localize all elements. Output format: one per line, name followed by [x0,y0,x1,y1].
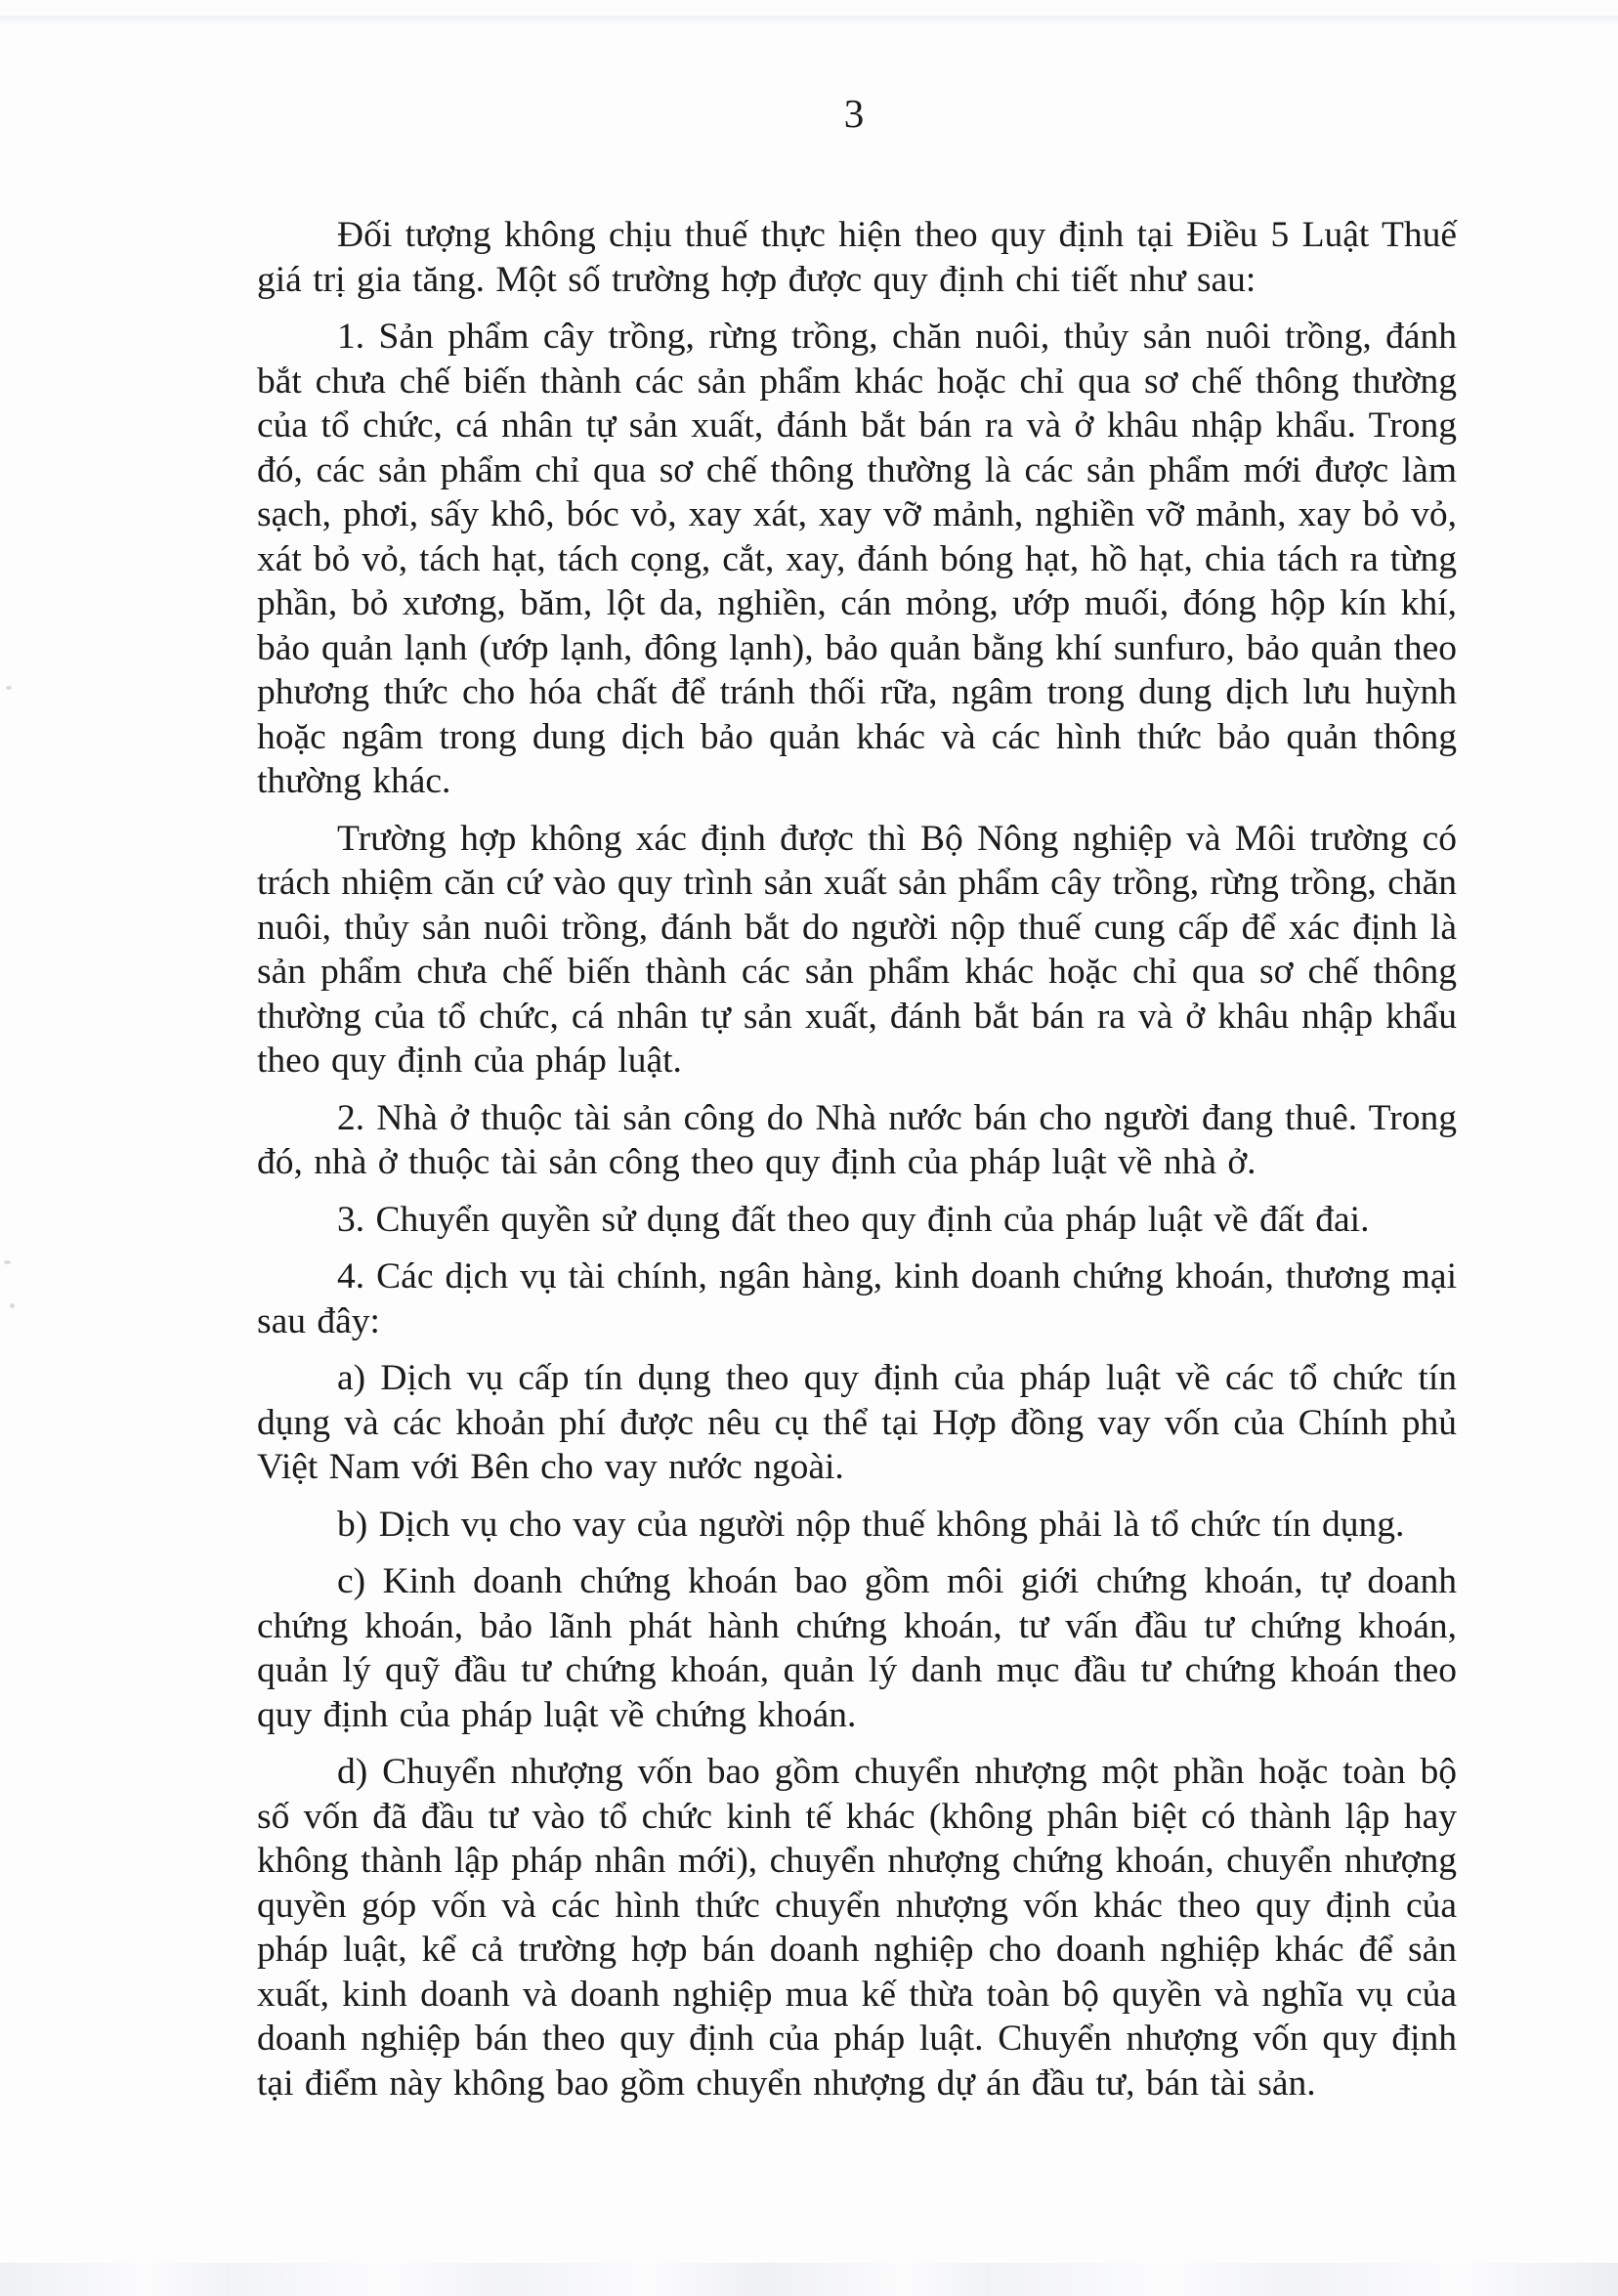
paragraph-item-3: 3. Chuyển quyền sử dụng đất theo quy định của pháp luật về đất đai. [337,1199,1370,1240]
paragraph-item-4: 4. Các dịch vụ tài chính, ngân hàng, kinh doanh chứng khoán, thương mại sau đây: [257,1256,1457,1341]
scan-artifact-speck [10,1303,15,1308]
paragraph-point-b: b) Dịch vụ cho vay của người nộp thuế không phải là tổ chức tín dụng. [337,1504,1405,1545]
paragraph-intro: Đối tượng không chịu thuế thực hiện theo quy định tại Điều 5 Luật Thuế giá trị gia tăng. Một số trường hợp được quy định chi tiết như sau: [257,215,1457,300]
scan-artifact-speck [6,686,12,690]
paragraph-item-1: 1. Sản phẩm cây trồng, rừng trồng, chăn nuôi, thủy sản nuôi trồng, đánh bắt chưa chế biến thành các sản phẩm khác hoặc chỉ qua sơ chế thông thường của tổ chức, cá nhân tự sản xuất, đánh bắt bán ra và ở khâu nhập khẩu. Trong đó, các sản phẩm chỉ qua sơ chế thông thường là các sản phẩm mới được làm sạch, phơi, sấy khô, bóc vỏ, xay xát, xay vỡ mảnh, nghiền vỡ mảnh, xay bỏ vỏ, xát bỏ vỏ, tách hạt, tách cọng, cắt, xay, đánh bóng hạt, hồ hạt, chia tách ra từng phần, bỏ xương, băm, lột da, nghiền, cán mỏng, ướp muối, đóng hộp kín khí, bảo quản lạnh (ướp lạnh, đông lạnh), bảo quản bằng khí sunfuro, bảo quản theo phương thức cho hóa chất để tránh thối rữa, ngâm trong dung dịch lưu huỳnh hoặc ngâm trong dung dịch bảo quản khác và các hình thức bảo quản thông thường khác. [257,317,1457,801]
document-body [257,213,1457,2118]
paragraph-item-1-supplement: Trường hợp không xác định được thì Bộ Nông nghiệp và Môi trường có trách nhiệm căn cứ vào quy trình sản xuất sản phẩm cây trồng, rừng trồng, chăn nuôi, thủy sản nuôi trồng, đánh bắt do người nộp thuế cung cấp để xác định là sản phẩm chưa chế biến thành các sản phẩm khác hoặc chỉ qua sơ chế thông thường của tổ chức, cá nhân tự sản xuất, đánh bắt bán ra và ở khâu nhập khẩu theo quy định của pháp luật. [257,818,1457,1081]
paragraph-point-d: d) Chuyển nhượng vốn bao gồm chuyển nhượng một phần hoặc toàn bộ số vốn đã đầu tư vào tổ chức kinh tế khác (không phân biệt có thành lập hay không thành lập pháp nhân mới), chuyển nhượng chứng khoán, chuyển nhượng quyền góp vốn và các hình thức chuyển nhượng vốn khác theo quy định của pháp luật, kể cả trường hợp bán doanh nghiệp cho doanh nghiệp khác để sản xuất, kinh doanh và doanh nghiệp mua kế thừa toàn bộ quyền và nghĩa vụ của doanh nghiệp bán theo quy định của pháp luật. Chuyển nhượng vốn quy định tại điểm này không bao gồm chuyển nhượng dự án đầu tư, bán tài sản. [257,1752,1457,2104]
paragraph-item-2: 2. Nhà ở thuộc tài sản công do Nhà nước bán cho người đang thuê. Trong đó, nhà ở thuộc tài sản công theo quy định của pháp luật về nhà ở. [257,1097,1457,1182]
paragraph-point-c: c) Kinh doanh chứng khoán bao gồm môi giới chứng khoán, tự doanh chứng khoán, bảo lãnh phát hành chứng khoán, tư vấn đầu tư chứng khoán, quản lý quỹ đầu tư chứng khoán, quản lý danh mục đầu tư chứng khoán theo quy định của pháp luật về chứng khoán. [257,1561,1457,1735]
paragraph-point-a: a) Dịch vụ cấp tín dụng theo quy định của pháp luật về các tổ chức tín dụng và các khoản phí được nêu cụ thể tại Hợp đồng vay vốn của Chính phủ Việt Nam với Bên cho vay nước ngoài. [257,1358,1457,1487]
page-number: 3 [843,91,865,136]
scan-artifact-bottom [0,2263,1618,2296]
scan-artifact-top [0,0,1618,16]
scan-artifact-speck [4,1260,11,1264]
